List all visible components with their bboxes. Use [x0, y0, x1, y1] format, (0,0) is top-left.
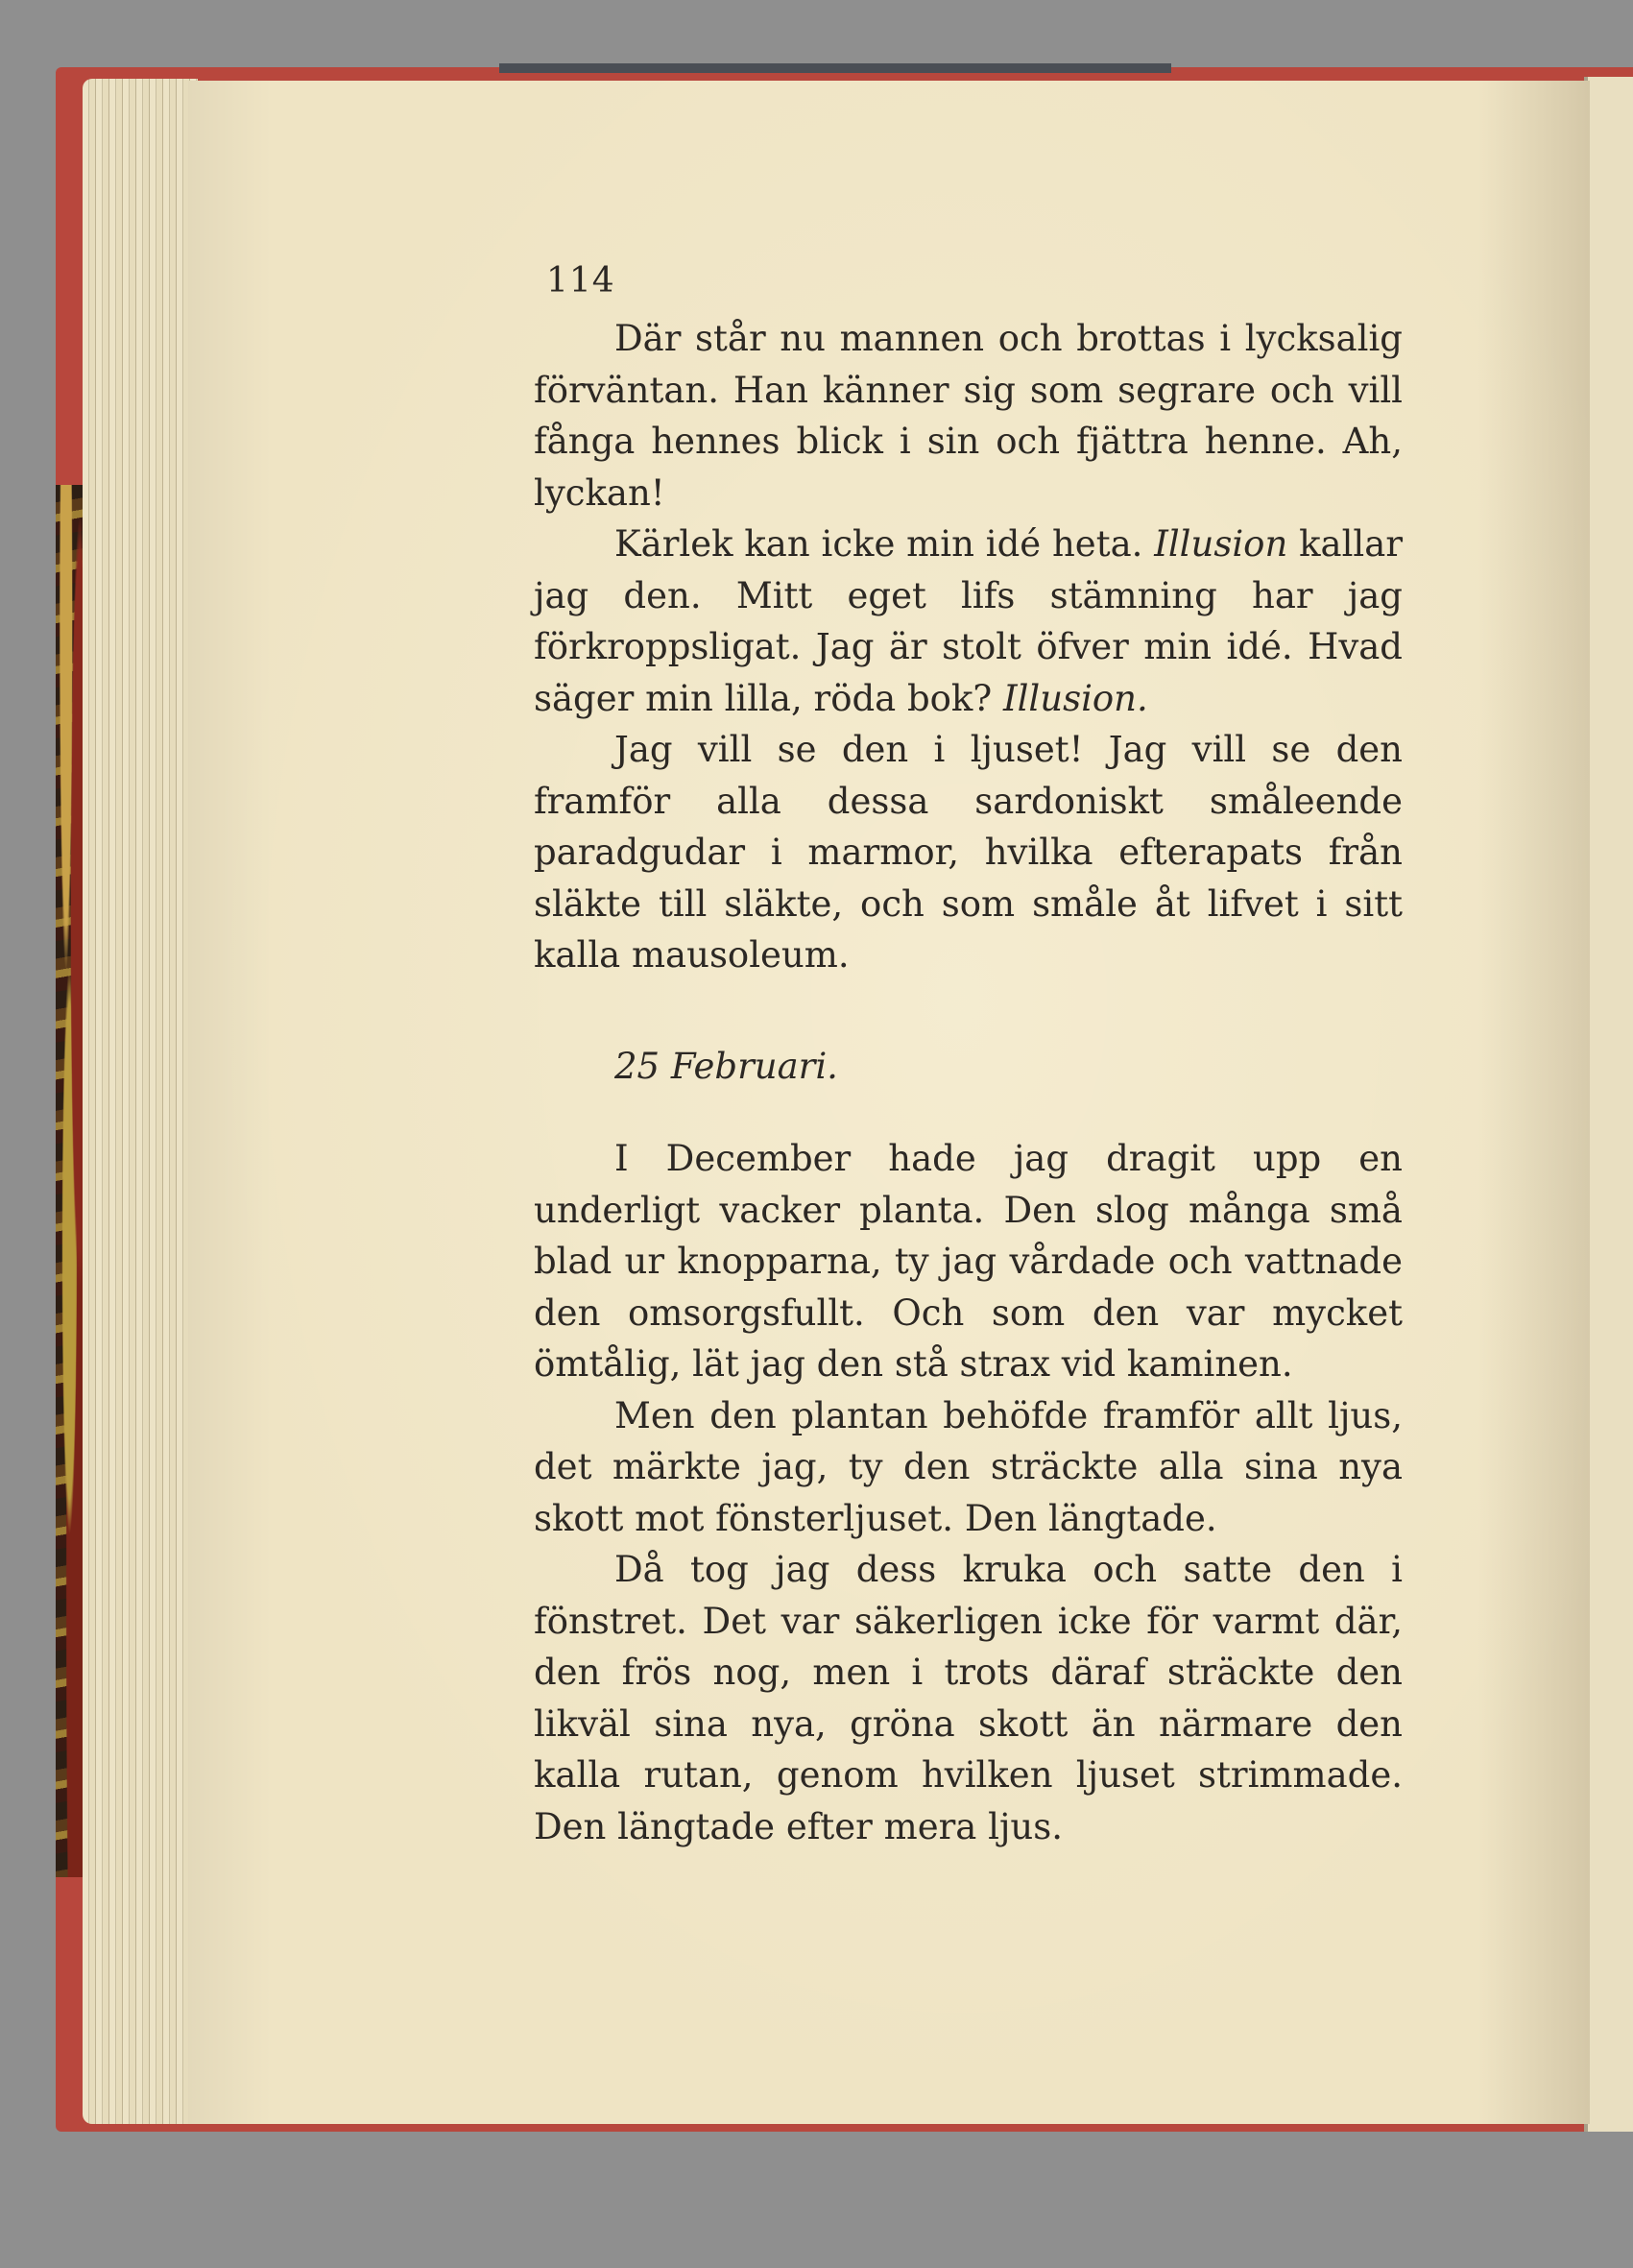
cover-top-edge — [499, 63, 1171, 73]
italic-word: Illusion — [1154, 523, 1288, 565]
paragraph: Då tog jag dess kruka och satte den i fönstret. Det var säkerligen icke för varmt där, den frös nog, men i trots däraf sträckte den likväl sina nya, gröna skott än närmare den kalla rutan, genom hvilken ljuset strimmade. Den längtade efter mera ljus. — [534, 1549, 1403, 1847]
paragraph: Där står nu mannen och brottas i lycksalig förväntan. Han känner sig som segrare och vill fånga hennes blick i sin och fjättra henne. Ah, lyckan! — [534, 318, 1403, 514]
book-gutter — [1584, 77, 1633, 2132]
entry-text-1 — [534, 313, 1403, 981]
page-number: 114 — [546, 261, 615, 301]
page-edges — [83, 79, 198, 2124]
italic-word: Illusion. — [1002, 677, 1148, 719]
paragraph: I December hade jag dragit upp en underligt vacker planta. Den slog många små blad ur knopparna, ty jag vårdade och vattnade den omsorgsfullt. Och som den var mycket ömtålig, lät jag den stå strax vid kaminen. — [534, 1138, 1403, 1385]
date-heading: 25 Februari. — [614, 1046, 838, 1087]
paragraph: Jag vill se den i ljuset! Jag vill se den framför alla dessa sardoniskt småleende paradgudar i marmor, hvilka efterapats från släkte till släkte, och som småle åt lifvet i sitt kalla mausoleum. — [534, 729, 1403, 976]
paragraph-text: kallar jag den. Mitt eget lifs stämning har jag förkroppsligat. Jag är stolt öfver min idé. Hvad säger min lilla, röda bok? — [534, 523, 1404, 719]
paragraph — [534, 519, 1403, 724]
entry-text-2 — [534, 1133, 1403, 1852]
paragraph-text: Kärlek kan icke min idé heta. — [614, 523, 1143, 565]
paragraph: Men den plantan behöfde framför allt ljus, det märkte jag, ty den sträckte alla sina nya skott mot fönsterljuset. Den längtade. — [534, 1394, 1403, 1539]
